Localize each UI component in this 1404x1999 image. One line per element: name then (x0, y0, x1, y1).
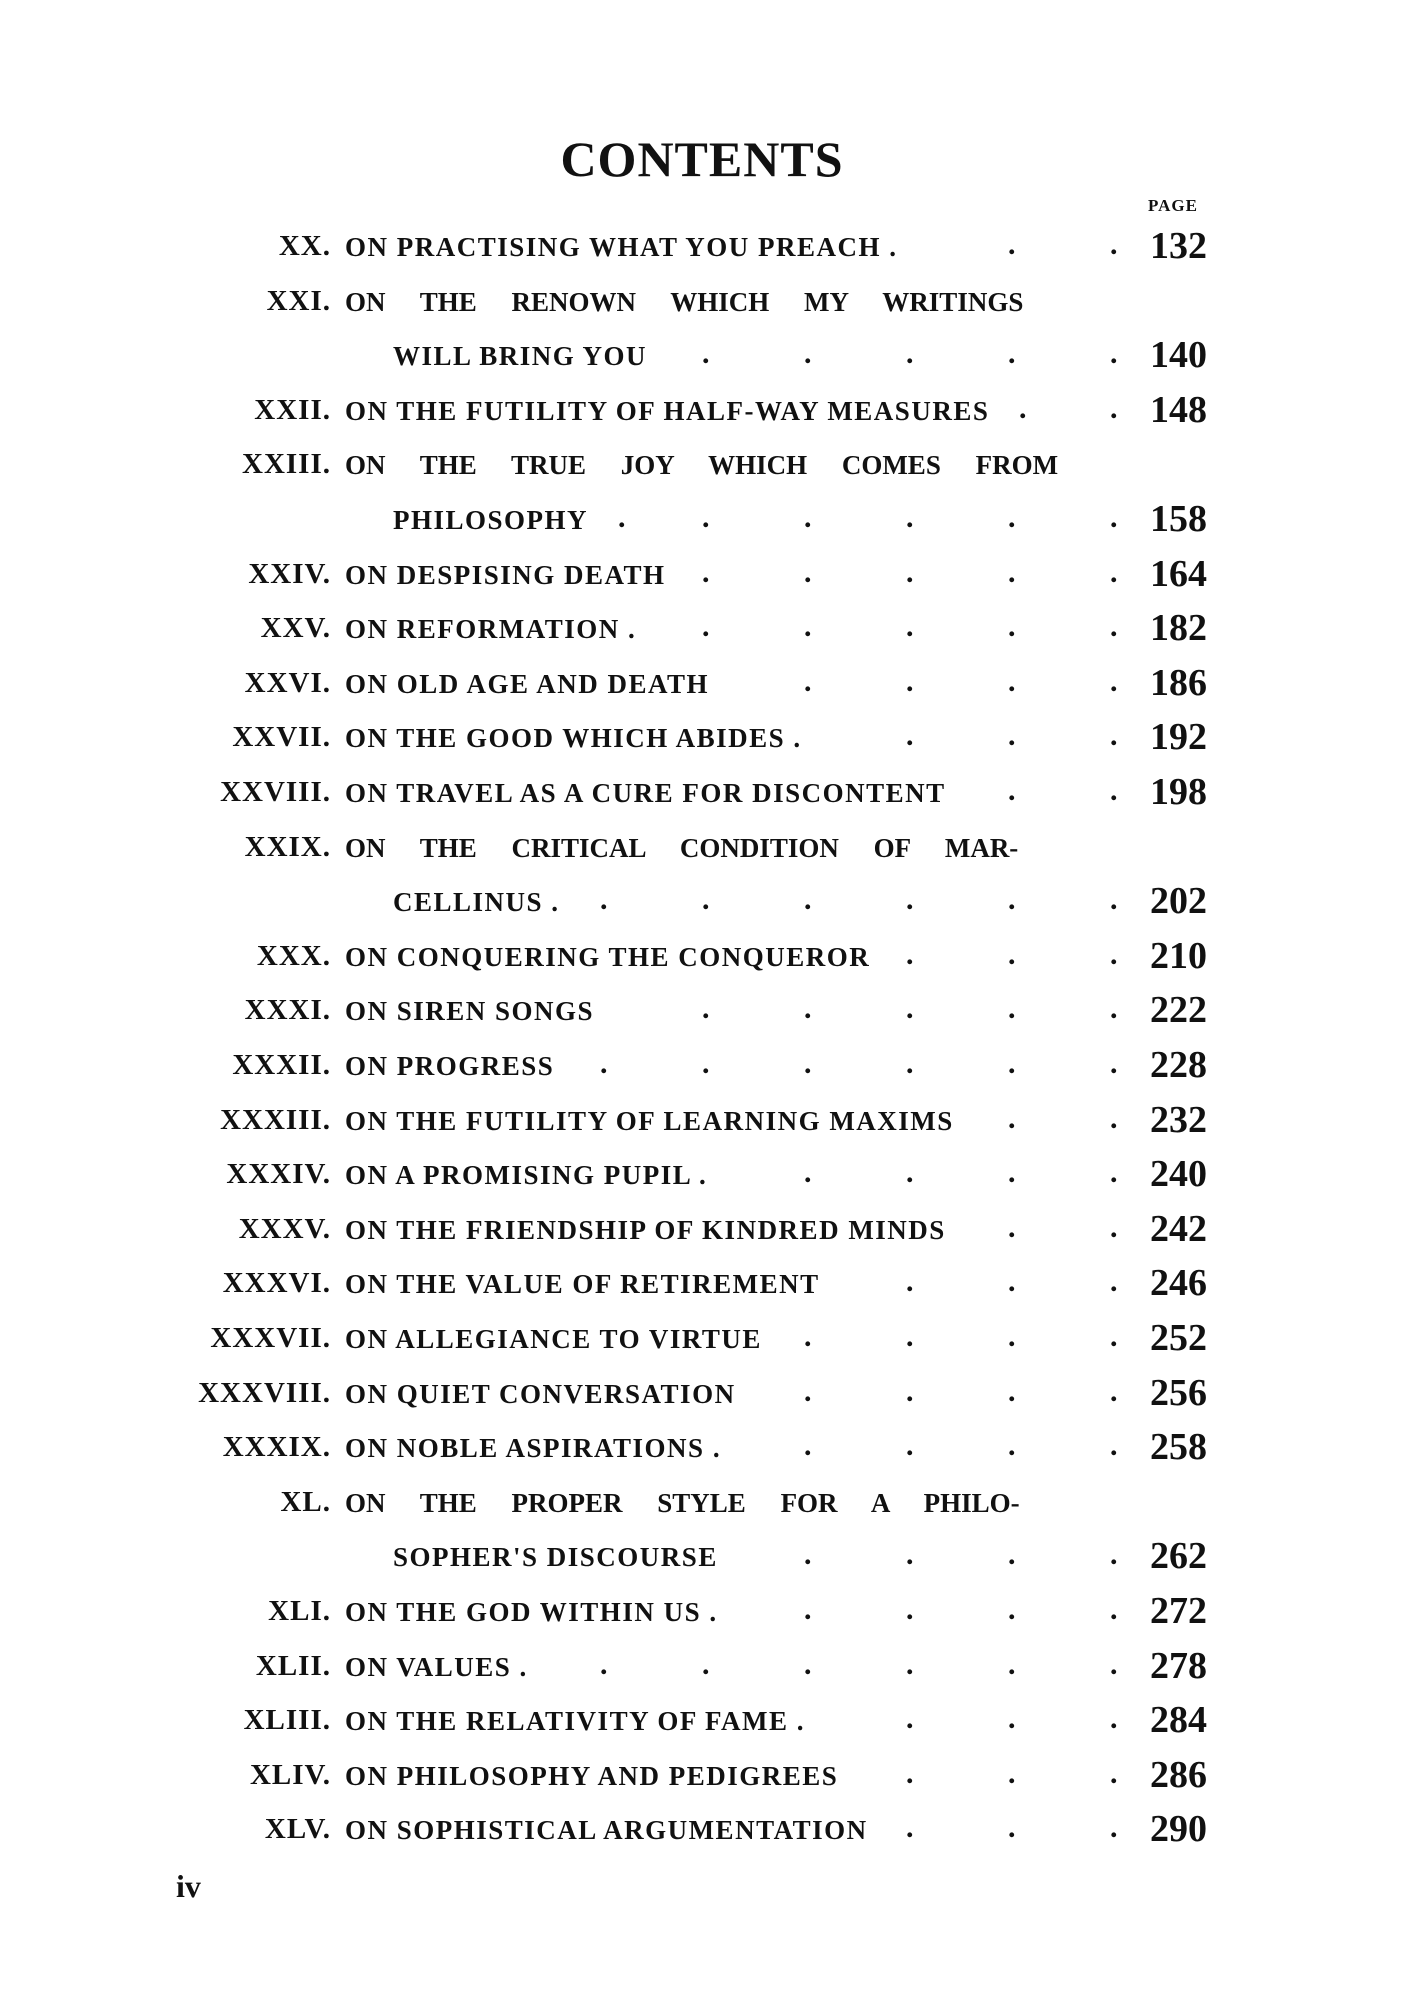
chapter-number: XXVII. (232, 721, 331, 754)
chapter-title: ON A PROMISING PUPIL . (345, 1160, 708, 1191)
page-number: 246 (1150, 1262, 1207, 1305)
page-number: 202 (1150, 880, 1207, 923)
page-number: 240 (1150, 1153, 1207, 1196)
toc-line: XXV. ON REFORMATION . . . . . . 182 (260, 607, 1207, 650)
chapter-number: XLI. (268, 1595, 331, 1627)
chapter-title: ON ALLEGIANCE TO VIRTUE (345, 1324, 762, 1354)
chapter-title: ON THE GOOD WHICH ABIDES . (345, 723, 802, 754)
chapter-number: XXXVI. (222, 1267, 331, 1300)
chapter-number: XLII. (255, 1649, 331, 1682)
page-folio: iv (176, 1868, 201, 1904)
chapter-number: XL. (280, 1485, 331, 1518)
chapter-title: ON THE FRIENDSHIP OF KINDRED MINDS (345, 1214, 946, 1245)
page-number: 132 (1150, 225, 1207, 267)
toc-line: XLI. ON THE GOD WITHIN US . . . . . 272 (268, 1590, 1207, 1632)
chapter-title: ON CONQUERING THE CONQUEROR (345, 941, 871, 972)
chapter-title: ON QUIET CONVERSATION (345, 1378, 736, 1409)
chapter-number: XXIV. (248, 557, 331, 590)
toc-line: XXXVIII. ON QUIET CONVERSATION . . . . 256 (198, 1371, 1207, 1414)
chapter-number: XLV. (264, 1813, 331, 1846)
toc-line: XXII. ON THE FUTILITY OF HALF-WAY MEASURES . . 148 (254, 388, 1207, 431)
toc-line: XXXI. ON SIREN SONGS . . . . . 222 (244, 989, 1207, 1032)
chapter-number: XXXIV. (226, 1158, 331, 1191)
chapter-title: ON THE GOD WITHIN US . (345, 1597, 718, 1627)
toc-line: SOPHER'S DISCOURSE . . . . 262 (393, 1535, 1207, 1578)
chapter-title: ON PROGRESS (345, 1051, 555, 1081)
page-number: 192 (1150, 716, 1207, 759)
toc-line: XXXIX. ON NOBLE ASPIRATIONS . . . . . 258 (222, 1426, 1207, 1469)
page-number: 256 (1150, 1371, 1207, 1414)
toc-line (0, 1480, 1404, 1532)
page-number: 198 (1150, 771, 1207, 813)
chapter-number: XX. (278, 230, 331, 262)
toc-line: XXIV. ON DESPISING DEATH . . . . . 164 (248, 552, 1207, 595)
chapter-number: XLIV. (249, 1758, 331, 1791)
toc-line (0, 825, 1404, 877)
chapter-number: XXV. (260, 612, 331, 645)
page-number: 290 (1150, 1808, 1207, 1851)
toc-line: XXVII. ON THE GOOD WHICH ABIDES . . . . 192 (232, 716, 1207, 759)
chapter-title: WILL BRING YOU (393, 341, 648, 372)
chapter-title: ON PRACTISING WHAT YOU PREACH . (345, 232, 898, 262)
page-number: 242 (1150, 1207, 1207, 1250)
page-number: 164 (1150, 552, 1207, 595)
chapter-number: XXVI. (244, 666, 331, 699)
page-number: 148 (1150, 388, 1207, 431)
chapter-number: XXII. (254, 393, 331, 426)
chapter-number: XXI. (266, 284, 331, 317)
chapter-title: ON VALUES . (345, 1651, 528, 1682)
page-number: 262 (1150, 1535, 1207, 1578)
chapter-title: ON THE RENOWN WHICH MY WRITINGS (345, 286, 1024, 317)
chapter-title: ON TRAVEL AS A CURE FOR DISCONTENT (345, 778, 946, 808)
chapter-number: XXXIX. (222, 1431, 331, 1464)
toc-line: XXXVII. ON ALLEGIANCE TO VIRTUE . . . . 252 (210, 1317, 1207, 1359)
chapter-title: ON PHILOSOPHY AND PEDIGREES (345, 1760, 839, 1791)
chapter-number: XLIII. (243, 1704, 331, 1737)
toc-line: WILL BRING YOU . . . . . 140 (393, 334, 1207, 377)
chapter-number: XXXI. (244, 994, 331, 1027)
toc-line: XXXIII. ON THE FUTILITY OF LEARNING MAXIMS . . 232 (220, 1098, 1207, 1141)
page-number: 182 (1150, 607, 1207, 650)
toc-line: XLIII. ON THE RELATIVITY OF FAME . . . . 284 (243, 1699, 1207, 1742)
toc-line: XXXVI. ON THE VALUE OF RETIREMENT . . . 246 (222, 1262, 1207, 1305)
toc-line: XXVIII. ON TRAVEL AS A CURE FOR DISCONTENT . . 198 (220, 771, 1207, 813)
chapter-title: ON THE VALUE OF RETIREMENT (345, 1269, 820, 1300)
chapter-title: ON DESPISING DEATH (345, 559, 666, 590)
toc-line (0, 279, 1404, 331)
chapter-title: ON SIREN SONGS (345, 996, 595, 1027)
toc-line (0, 442, 1404, 494)
page-column-label: PAGE (1148, 196, 1198, 215)
page-number: 284 (1150, 1699, 1207, 1742)
chapter-title: PHILOSOPHY (393, 505, 589, 535)
toc-line: XLII. ON VALUES . . . . . . . 278 (255, 1644, 1207, 1687)
toc-line: PHILOSOPHY . . . . . . 158 (393, 498, 1207, 540)
toc-line: XXXII. ON PROGRESS . . . . . . 228 (232, 1044, 1207, 1086)
chapter-title: ON REFORMATION . (345, 614, 637, 645)
toc-line: XX. ON PRACTISING WHAT YOU PREACH . . . 132 (278, 225, 1207, 267)
chapter-title: SOPHER'S DISCOURSE (393, 1542, 718, 1573)
chapter-number: XXX. (256, 939, 331, 972)
toc-line: XLV. ON SOPHISTICAL ARGUMENTATION . . . 290 (264, 1808, 1207, 1851)
chapter-number: XXVIII. (220, 776, 331, 808)
toc-line: CELLINUS . . . . . . . 202 (393, 880, 1207, 923)
page-number: 228 (1150, 1044, 1207, 1086)
chapter-title: CELLINUS . (393, 887, 560, 918)
page-number: 232 (1150, 1098, 1207, 1141)
page-number: 286 (1150, 1753, 1207, 1796)
chapter-number: XXXII. (232, 1049, 331, 1081)
toc-line: XXX. ON CONQUERING THE CONQUEROR . . . 210 (256, 934, 1207, 977)
chapter-title: ON NOBLE ASPIRATIONS . (345, 1433, 722, 1464)
chapter-number: XXXVIII. (198, 1376, 331, 1409)
page-number: 210 (1150, 934, 1207, 977)
toc-line: XXXIV. ON A PROMISING PUPIL . . . . . 240 (226, 1153, 1207, 1196)
chapter-number: XXXVII. (210, 1322, 331, 1354)
page-number: 140 (1150, 334, 1207, 377)
page-number: 186 (1150, 661, 1207, 704)
chapter-title: ON THE CRITICAL CONDITION OF MAR- (345, 832, 1019, 863)
chapter-title: ON THE PROPER STYLE FOR A PHILO- (345, 1487, 1020, 1518)
page-number: 252 (1150, 1317, 1207, 1359)
chapter-title: ON OLD AGE AND DEATH (345, 668, 710, 699)
chapter-number: XXIX. (244, 830, 331, 863)
toc-line: XLIV. ON PHILOSOPHY AND PEDIGREES . . . 286 (249, 1753, 1207, 1796)
toc-line: XXVI. ON OLD AGE AND DEATH . . . . 186 (244, 661, 1207, 704)
page-title: CONTENTS (560, 131, 844, 187)
chapter-number: XXXV. (238, 1212, 331, 1245)
chapter-number: XXIII. (242, 448, 331, 481)
chapter-title: ON THE TRUE JOY WHICH COMES FROM (345, 450, 1059, 481)
chapter-number: XXXIII. (220, 1103, 331, 1136)
toc-line: XXXV. ON THE FRIENDSHIP OF KINDRED MINDS . . 242 (238, 1207, 1207, 1250)
page-number: 222 (1150, 989, 1207, 1032)
chapter-title: ON SOPHISTICAL ARGUMENTATION (345, 1815, 868, 1846)
chapter-title: ON THE FUTILITY OF HALF-WAY MEASURES (345, 395, 990, 426)
page-number: 158 (1150, 498, 1207, 540)
chapter-title: ON THE FUTILITY OF LEARNING MAXIMS (345, 1105, 954, 1136)
page-number: 272 (1150, 1590, 1207, 1632)
page-number: 278 (1150, 1644, 1207, 1687)
page-number: 258 (1150, 1426, 1207, 1469)
chapter-title: ON THE RELATIVITY OF FAME . (345, 1706, 806, 1737)
